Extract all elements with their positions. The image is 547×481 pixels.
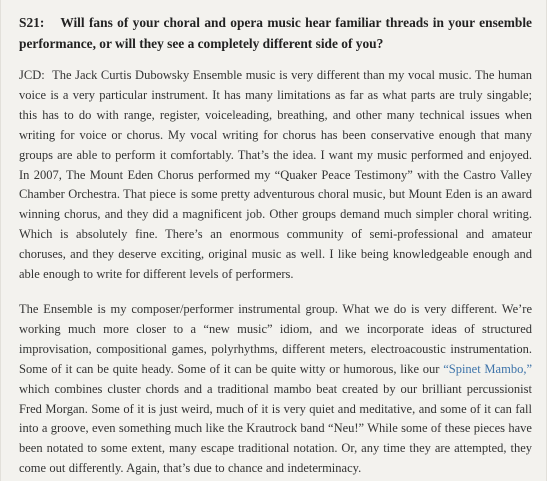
question-label: S21: — [19, 15, 45, 30]
question-text: Will fans of your choral and opera music hear familiar threads in your ensemble performance, or will they see a completely different side of you? — [19, 15, 532, 51]
speaker-label: JCD: — [19, 68, 45, 82]
answer-paragraph-2-text-after: which combines cluster chords and a traditional mambo beat created by our brilliant percussionist Fred Morgan. Some of it is just weird, much of it is very quiet and meditative, and some of it can fall into a groove, even something much like the Krautrock band “Neu!” While some of these pieces have been notated to some extent, many escape traditional notation. Or, any time they are attempted, they come out differently. Again, that’s due to chance and indeterminacy. — [19, 381, 532, 476]
answer-paragraph-2 — [19, 300, 532, 479]
spinet-mambo-link[interactable]: “Spinet Mambo,” — [443, 361, 532, 376]
answer-paragraph-2-text-before: The Ensemble is my composer/performer instrumental group. What we do is very different. We’re working much more closer to a “new music” idiom, and we incorporate ideas of structured improvisation, compositional games, polyrhythms, different meters, electroacoustic instrumentation. Some of it can be quite heady. Some of it can be quite witty or humorous, like our — [19, 301, 532, 376]
interview-question — [19, 12, 532, 54]
answer-paragraph-1-text: The Jack Curtis Dubowsky Ensemble music is very different than my vocal music. The human voice is a very particular instrument. It has many limitations as far as what parts are truly singable; this has to do with range, register, voiceleading, breathing, and other many technical issues when writing for voice or chorus. My vocal writing for chorus has been conservative enough that many groups are able to perform it comfortably. That’s the idea. I want my music performed and enjoyed. In 2007, The Mount Eden Chorus performed my “Quaker Peace Testimony” with the Castro Valley Chamber Orchestra. That piece is some pretty adventurous choral music, but Mount Eden is an award winning chorus, and they did a magnificent job. Other groups demand much simpler choral writing. Which is absolutely fine. There’s an enormous community of semi-professional and amateur choruses, and they deserve exciting, original music as well. I like being knowledgeable enough and able enough to write for different levels of performers. — [19, 68, 532, 282]
answer-paragraph-1 — [19, 66, 532, 285]
